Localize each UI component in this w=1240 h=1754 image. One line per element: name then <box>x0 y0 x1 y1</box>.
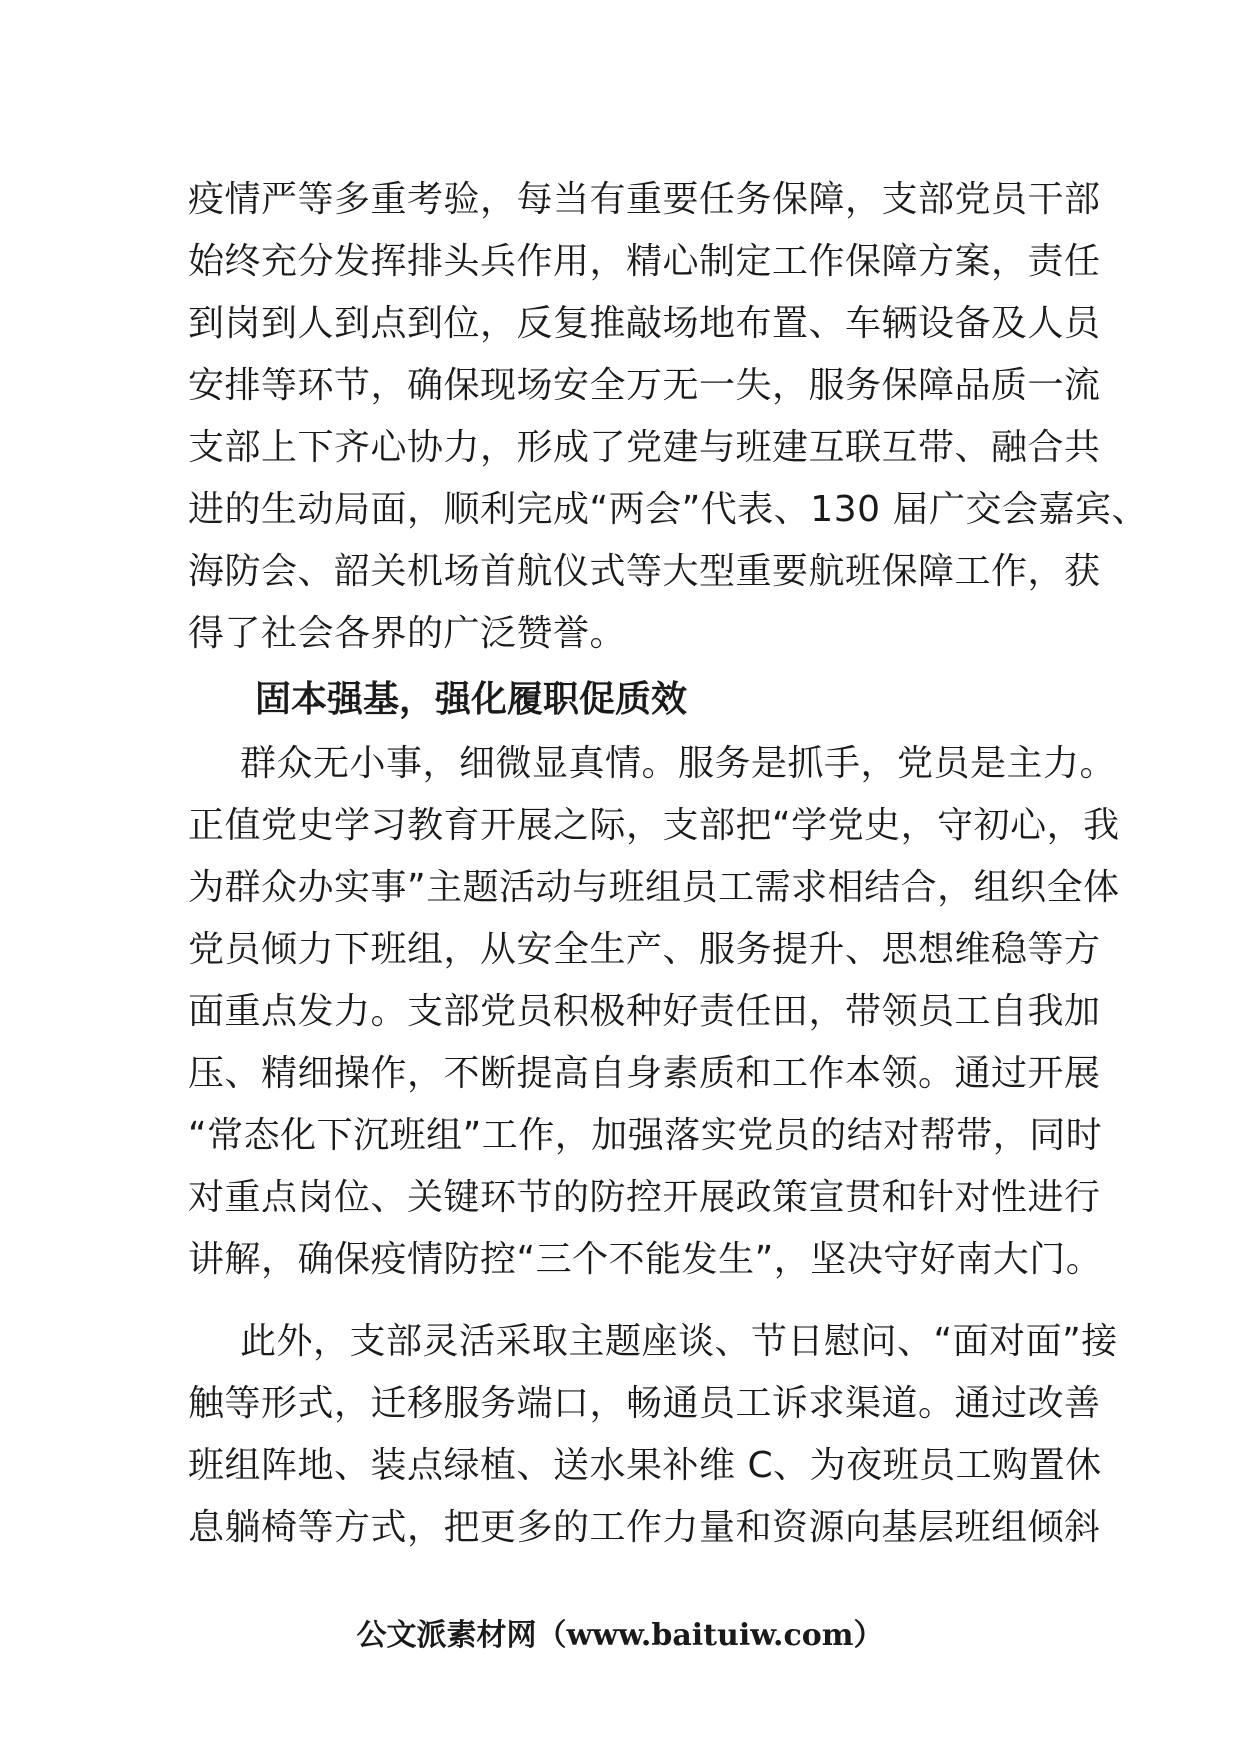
text-line: 班组阵地、装点绿植、送水果补维 C、为夜班员工购置休 <box>188 1445 1102 1486</box>
text-line: 得了社会各界的广泛赞誉。 <box>188 613 627 654</box>
text-line: 疫情严等多重考验，每当有重要任务保障，支部党员干部 <box>188 179 1101 220</box>
text-line: 面重点发力。支部党员积极种好责任田，带领员工自我加 <box>188 991 1101 1032</box>
text-line: 息躺椅等方式，把更多的工作力量和资源向基层班组倾斜 <box>188 1507 1101 1548</box>
text-line: “常态化下沉班组”工作，加强落实党员的结对帮带，同时 <box>188 1115 1103 1156</box>
text-line: 进的生动局面，顺利完成“两会”代表、130 届广交会嘉宾、 <box>188 489 1148 530</box>
text-line: 对重点岗位、关键环节的防控开展政策宣贯和针对性进行 <box>188 1177 1101 1218</box>
text-line: 始终充分发挥排头兵作用，精心制定工作保障方案，责任 <box>188 241 1101 282</box>
text-line: 党员倾力下班组，从安全生产、服务提升、思想维稳等方 <box>188 929 1101 970</box>
text-line: 触等形式，迁移服务端口，畅通员工诉求渠道。通过改善 <box>188 1383 1101 1424</box>
text-line: 此外，支部灵活采取主题座谈、节日慰问、“面对面”接 <box>240 1321 1118 1362</box>
text-line: 到岗到人到点到位，反复推敲场地布置、车辆设备及人员 <box>188 303 1101 344</box>
text-line: 支部上下齐心协力，形成了党建与班建互联互带、融合共 <box>188 427 1101 468</box>
text-line: 群众无小事，细微显真情。服务是抓手，党员是主力。 <box>240 743 1117 784</box>
text-line: 为群众办实事”主题活动与班组员工需求相结合，组织全体 <box>188 867 1120 908</box>
text-line: 安排等环节，确保现场安全万无一失，服务保障品质一流 <box>188 365 1101 406</box>
text-line: 讲解，确保疫情防控“三个不能发生”，坚决守好南大门。 <box>188 1239 1103 1280</box>
text-line: 海防会、韶关机场首航仪式等大型重要航班保障工作，获 <box>188 551 1101 592</box>
section-heading: 固本强基，强化履职促质效 <box>255 679 688 720</box>
text-line: 正值党史学习教育开展之际，支部把“学党史，守初心，我 <box>188 805 1120 846</box>
text-line: 压、精细操作，不断提高自身素质和工作本领。通过开展 <box>188 1053 1101 1094</box>
page-footer: 公文派素材网（www.baituiw.com） <box>356 1618 884 1653</box>
